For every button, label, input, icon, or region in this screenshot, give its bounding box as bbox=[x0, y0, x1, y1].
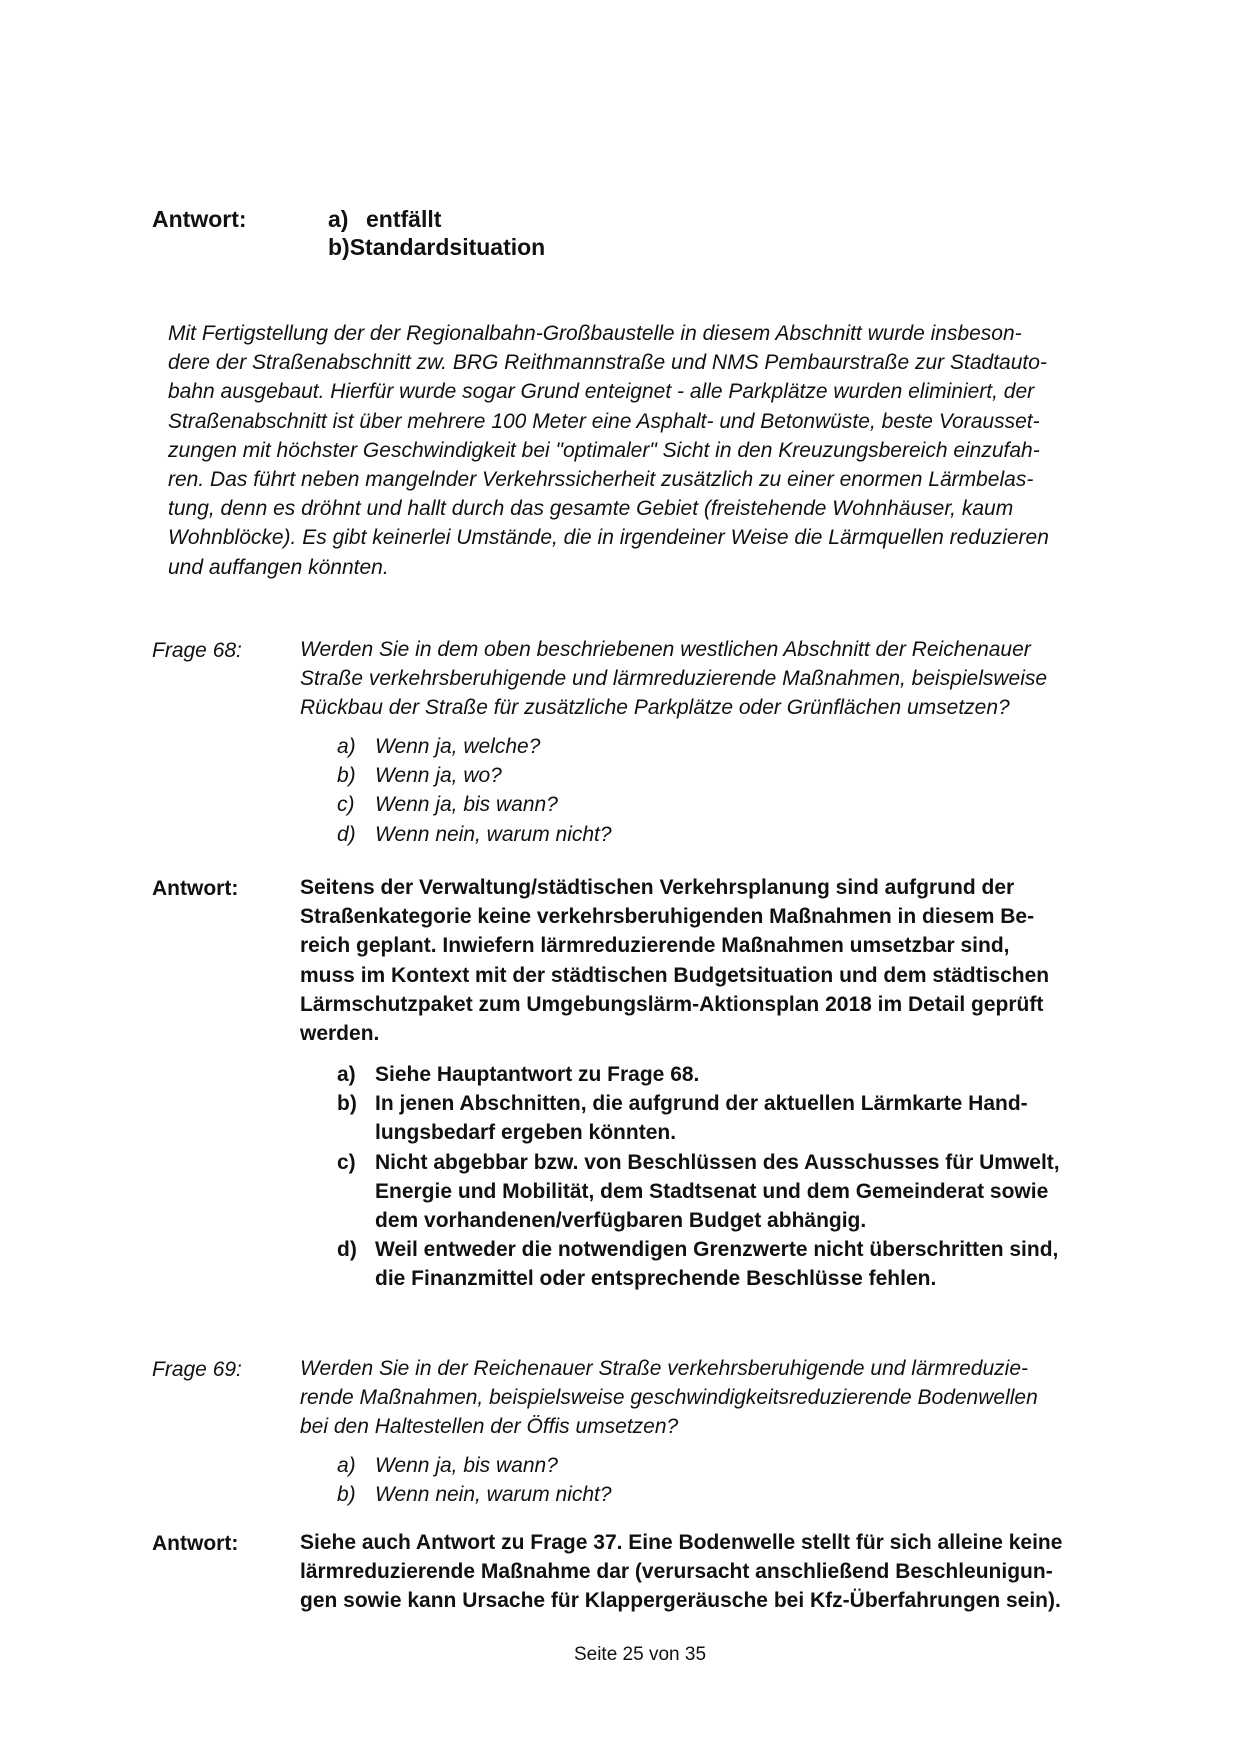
text-line: Straßenkategorie keine verkehrsberuhigenden Maßnahmen in diesem Be- bbox=[300, 905, 1035, 929]
item-marker: a) bbox=[328, 206, 349, 232]
text-line: Siehe Hauptantwort zu Frage 68. bbox=[375, 1063, 700, 1086]
answer-68-label: Antwort: bbox=[152, 877, 239, 900]
question-69-text bbox=[300, 1354, 1180, 1442]
list-item bbox=[337, 1480, 937, 1509]
item-text: Wenn nein, warum nicht? bbox=[375, 1483, 612, 1507]
list-item bbox=[337, 1235, 1187, 1293]
text-line: zungen mit höchster Geschwindigkeit bei "optimaler" Sicht in den Kreuzungsbereich einzufah- bbox=[168, 438, 1040, 462]
text-line: Werden Sie in der Reichenauer Straße verkehrsberuhigende und lärmreduzie- bbox=[300, 1357, 1029, 1380]
answer-label: Antwort: bbox=[152, 206, 247, 232]
text-line: Rückbau der Straße für zusätzliche Parkplätze oder Grünflächen umsetzen? bbox=[300, 696, 1010, 720]
text-line: Lärmschutzpaket zum Umgebungslärm-Aktionsplan 2018 im Detail geprüft bbox=[300, 992, 1044, 1016]
question-68-text bbox=[300, 635, 1180, 723]
item-text: Wenn nein, warum nicht? bbox=[375, 822, 612, 846]
text-line: Energie und Mobilität, dem Stadtsenat und dem Gemeinderat sowie bbox=[375, 1179, 1049, 1203]
page-number: Seite 25 von 35 bbox=[573, 1644, 707, 1665]
text-line: dem vorhandenen/verfügbaren Budget abhängig. bbox=[375, 1209, 867, 1233]
answer-68-list bbox=[337, 1060, 1187, 1294]
text-line: Straße verkehrsberuhigende und lärmreduzierende Maßnahmen, beispielsweise bbox=[300, 667, 1048, 691]
answer-69-text bbox=[300, 1528, 1180, 1616]
item-marker: c) bbox=[337, 1150, 356, 1174]
text-line: Straßenabschnitt ist über mehrere 100 Meter eine Asphalt- und Betonwüste, beste Vorausset- bbox=[168, 409, 1040, 433]
text-line: In jenen Abschnitten, die aufgrund der aktuellen Lärmkarte Hand- bbox=[375, 1092, 1028, 1116]
item-text: Wenn ja, wo? bbox=[375, 764, 502, 788]
item-text bbox=[375, 1148, 1187, 1236]
item-text: Standardsituation bbox=[349, 234, 546, 260]
question-69-list bbox=[337, 1451, 937, 1509]
text-line: gen sowie kann Ursache für Klappergeräusche bei Kfz-Überfahrungen sein). bbox=[300, 1589, 1061, 1613]
item-marker: b) bbox=[328, 234, 350, 260]
text-line: die Finanzmittel oder entsprechende Beschlüsse fehlen. bbox=[375, 1267, 937, 1291]
text-line: bei den Haltestellen der Öffis umsetzen? bbox=[300, 1415, 679, 1439]
text-line: reich geplant. Inwiefern lärmreduzierende Maßnahmen umsetzbar sind, bbox=[300, 934, 1010, 958]
text-line: lärmreduzierende Maßnahme dar (verursacht anschließend Beschleunigun- bbox=[300, 1560, 1053, 1584]
question-68-label: Frage 68: bbox=[152, 639, 242, 662]
text-line: Wohnblöcke). Es gibt keinerlei Umstände, die in irgendeiner Weise die Lärmquellen reduzieren bbox=[168, 526, 1049, 550]
question-68-list bbox=[337, 732, 937, 849]
list-item bbox=[337, 761, 937, 790]
item-text: Wenn ja, welche? bbox=[375, 735, 541, 758]
item-text bbox=[375, 1060, 1187, 1089]
list-item bbox=[337, 1451, 937, 1480]
item-text bbox=[375, 1089, 1187, 1147]
text-line: bahn ausgebaut. Hierfür wurde sogar Grund enteignet - alle Parkplätze wurden eliminiert, der bbox=[168, 380, 1035, 404]
list-item bbox=[337, 820, 937, 849]
text-line: Mit Fertigstellung der der Regionalbahn-Großbaustelle in diesem Abschnitt wurde insbeson- bbox=[168, 322, 1022, 345]
item-marker: c) bbox=[337, 793, 355, 817]
item-marker: d) bbox=[337, 822, 356, 846]
text-line: rende Maßnahmen, beispielsweise geschwindigkeitsreduzierende Bodenwellen bbox=[300, 1386, 1038, 1410]
text-line: Nicht abgebbar bzw. von Beschlüssen des Ausschusses für Umwelt, bbox=[375, 1150, 1060, 1174]
text-line: tung, denn es dröhnt und hallt durch das gesamte Gebiet (freistehende Wohnhäuser, kaum bbox=[168, 497, 1014, 521]
list-item bbox=[328, 205, 828, 233]
item-text: entfällt bbox=[366, 206, 442, 232]
list-item bbox=[337, 1148, 1187, 1236]
item-marker: b) bbox=[337, 1483, 356, 1507]
answer-69-label: Antwort: bbox=[152, 1532, 239, 1555]
body-paragraph bbox=[168, 319, 1148, 582]
item-marker: a) bbox=[337, 1063, 356, 1086]
text-line: Seitens der Verwaltung/städtischen Verkehrsplanung sind aufgrund der bbox=[300, 876, 1015, 899]
question-69-label: Frage 69: bbox=[152, 1358, 242, 1381]
item-marker: b) bbox=[337, 1092, 357, 1116]
text-line: werden. bbox=[300, 1022, 380, 1046]
text-line: Weil entweder die notwendigen Grenzwerte nicht überschritten sind, bbox=[375, 1238, 1059, 1262]
answer-68-text bbox=[300, 873, 1180, 1048]
list-item bbox=[337, 1089, 1187, 1147]
item-text: Wenn ja, bis wann? bbox=[375, 793, 558, 817]
item-text bbox=[375, 1235, 1187, 1293]
list-item bbox=[337, 732, 937, 761]
text-line: Siehe auch Antwort zu Frage 37. Eine Bodenwelle stellt für sich alleine keine bbox=[300, 1531, 1063, 1554]
text-line: ren. Das führt neben mangelnder Verkehrssicherheit zusätzlich zu einer enormen Lärmbelas- bbox=[168, 468, 1034, 492]
item-marker: a) bbox=[337, 1454, 356, 1477]
answer-list bbox=[328, 205, 828, 261]
text-line: dere der Straßenabschnitt zw. BRG Reithmannstraße und NMS Pembaurstraße zur Stadtauto- bbox=[168, 351, 1047, 375]
text-line: Werden Sie in dem oben beschriebenen westlichen Abschnitt der Reichenauer bbox=[300, 638, 1031, 661]
item-marker: b) bbox=[337, 764, 356, 788]
item-text: Wenn ja, bis wann? bbox=[375, 1454, 558, 1477]
list-item bbox=[337, 1060, 1187, 1089]
list-item bbox=[328, 233, 828, 261]
text-line: und auffangen könnten. bbox=[168, 555, 389, 579]
item-marker: a) bbox=[337, 735, 356, 758]
item-marker: d) bbox=[337, 1238, 357, 1262]
list-item bbox=[337, 790, 937, 819]
text-line: lungsbedarf ergeben könnten. bbox=[375, 1121, 677, 1145]
text-line: muss im Kontext mit der städtischen Budgetsituation und dem städtischen bbox=[300, 963, 1050, 987]
